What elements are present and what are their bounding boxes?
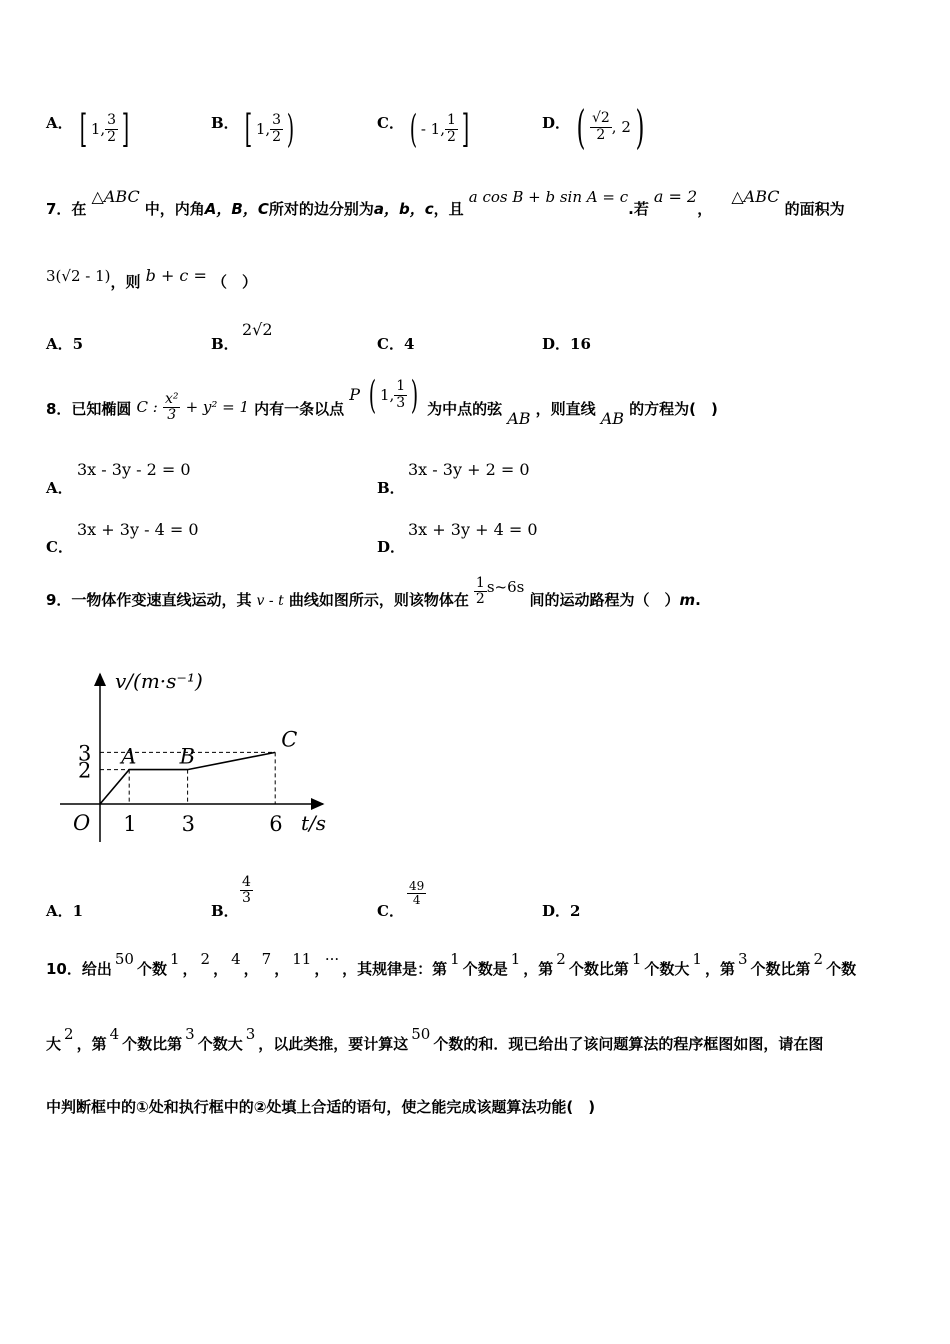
point-label-b: B <box>179 744 196 769</box>
q10-text: 个数是 <box>462 960 508 978</box>
q8-stem: 8．已知椭圆 C : $\frac{\text{x²}}{3}$ + y² = 1 内有一条以点 P ( 1, $\frac{1}{3}$ ) 为中点的弦 AB ，则直线 AB 的方程为( ) <box>46 373 718 428</box>
q10-number: 2 <box>64 1025 74 1043</box>
y-tick-label: 2 <box>78 758 92 783</box>
q10-number: 1 <box>510 950 521 968</box>
q10-number: 3 <box>185 1025 195 1043</box>
q10-number: 50 <box>114 950 134 968</box>
q10-number: 11 <box>292 950 312 968</box>
q8-option-a[interactable]: A． <box>46 479 73 497</box>
q8-option-d[interactable]: D． <box>377 538 406 556</box>
vt-chart <box>55 662 340 852</box>
q10-text: 个数大 <box>197 1035 243 1053</box>
q10-number: 50 <box>411 1025 431 1043</box>
q10-number: 4 <box>109 1025 120 1043</box>
q10-number: 2 <box>813 950 824 968</box>
q6-option-d[interactable]: D． <box>542 114 571 132</box>
q6-option-c[interactable]: C． <box>377 114 404 132</box>
q6-option-a[interactable]: A． <box>46 114 73 132</box>
q10-number: 4 <box>231 950 241 968</box>
x-tick-label: 6 <box>269 812 283 836</box>
q10-number: 1 <box>692 950 702 968</box>
q9-option-b[interactable]: B． <box>211 902 239 920</box>
q10-number: 2 <box>556 950 566 968</box>
y-axis-label: v/(m·s⁻¹) <box>115 669 203 693</box>
q10-number: 3 <box>245 1025 256 1043</box>
q9-option-c-value: $\frac{49}{4}$ <box>409 879 425 908</box>
q7-option-b[interactable]: B． <box>211 335 239 353</box>
q6-option-c-value: ( - 1, $\frac{1}{2}$ ] <box>409 107 470 151</box>
q6-option-b[interactable]: B． <box>211 114 239 132</box>
q10-number: 1 <box>169 950 180 968</box>
q10-text: ， <box>243 960 259 978</box>
q10-text: 大 <box>46 1035 62 1053</box>
q10-text: 10．给出 <box>46 960 112 978</box>
y-tick-label: 3 <box>78 741 92 766</box>
q10-number: 1 <box>631 950 642 968</box>
q10-text: ， <box>314 960 322 978</box>
q10-text: 个数 <box>826 960 857 978</box>
q10-text: 个数比第 <box>750 960 811 978</box>
q10-text: 个数的和．现已给出了该问题算法的程序框图如图，请在图 <box>433 1035 824 1053</box>
q9-option-c[interactable]: C． <box>377 902 404 920</box>
q7-option-d[interactable]: D．16 <box>542 335 591 353</box>
q10-text: ， <box>182 960 198 978</box>
q9-option-d[interactable]: D．2 <box>542 902 581 920</box>
q8-option-d-value: 3x + 3y + 4 = 0 <box>408 520 538 539</box>
q8-option-c-value: 3x + 3y - 4 = 0 <box>77 520 199 539</box>
q8-option-b-value: 3x - 3y + 2 = 0 <box>408 460 530 479</box>
q10-number: 3 <box>737 950 748 968</box>
q8-option-a-value: 3x - 3y - 2 = 0 <box>77 460 191 479</box>
q10-text: ，第 <box>76 1035 107 1053</box>
q10-text: 个数比第 <box>122 1035 183 1053</box>
q7-option-a[interactable]: A．5 <box>46 335 84 353</box>
origin-label: O <box>73 811 91 835</box>
q9-stem: 9．一物体作变速直线运动，其 v - t 曲线如图所示，则该物体在 $\frac{1}{2}$ s~6s 间的运动路程为（ ）m. <box>46 575 701 610</box>
q10-stem-line1 <box>46 950 857 979</box>
q9-option-b-value: $\frac{4}{3}$ <box>242 874 251 907</box>
q9-option-a[interactable]: A．1 <box>46 902 84 920</box>
q6-option-d-value: ( $\frac{√2}{2}$ , 2 ) <box>576 100 645 154</box>
q10-number: 1 <box>450 950 460 968</box>
q6-option-a-value: [ 1, $\frac{3}{2}$ ] <box>79 107 130 151</box>
q10-number: 7 <box>261 950 272 968</box>
q10-text: ，第 <box>523 960 554 978</box>
x-axis-label: t/s <box>301 811 327 835</box>
q10-text: ，其规律是：第 <box>342 960 448 978</box>
x-tick-label: 3 <box>181 812 195 836</box>
q10-text: ， <box>213 960 229 978</box>
point-label-c: C <box>281 727 298 752</box>
q10-text: 个数 <box>136 960 167 978</box>
q7-option-b-value: 2√2 <box>242 320 273 339</box>
q8-option-c[interactable]: C． <box>46 538 73 556</box>
x-tick-label: 1 <box>123 812 137 836</box>
q7-stem-line2: 3(√2 - 1)，则 b + c = （ ） <box>46 266 257 291</box>
q6-option-b-value: [ 1, $\frac{3}{2}$ ) <box>244 107 295 151</box>
q8-option-b[interactable]: B． <box>377 479 405 497</box>
q10-stem-line2 <box>46 1025 824 1054</box>
q7-stem-line1: 7．在 △ABC 中，内角A，B，C所对的边分别为a，b，c，且 a cos B + b sin A = c.若 a = 2， △ABC 的面积为 <box>46 187 845 218</box>
q10-text: ， <box>274 960 290 978</box>
q7-option-c[interactable]: C．4 <box>377 335 415 353</box>
q10-stem-line3: 中判断框中的①处和执行框中的②处填上合适的语句，使之能完成该题算法功能( ) <box>46 1098 596 1116</box>
q10-text: 个数大 <box>644 960 690 978</box>
q10-text: ，以此类推，要计算这 <box>258 1035 409 1053</box>
q10-number: 2 <box>200 950 211 968</box>
point-label-a: A <box>121 744 137 769</box>
q10-text: ，第 <box>704 960 735 978</box>
q10-number: ··· <box>324 950 340 968</box>
q10-text: 个数比第 <box>568 960 629 978</box>
